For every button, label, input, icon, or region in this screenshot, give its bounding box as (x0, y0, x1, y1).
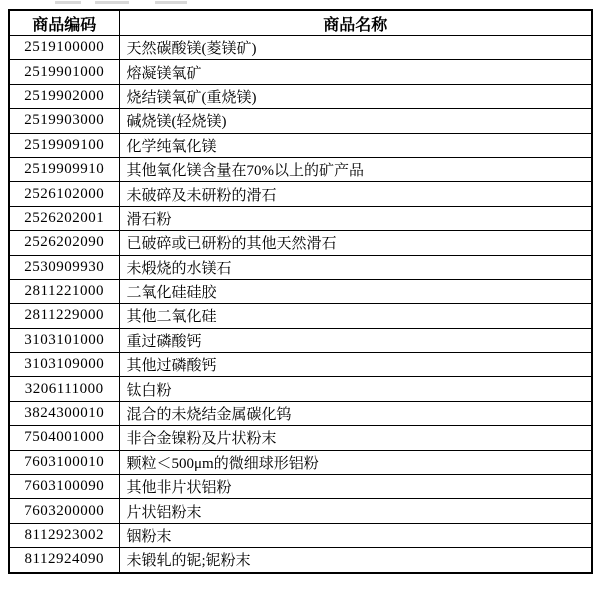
code-cell: 7603100010 (9, 450, 119, 474)
table-row (9, 133, 592, 157)
name-cell: 未破碎及未研粉的滑石 (119, 182, 592, 206)
table-row (9, 499, 592, 523)
table-row (9, 231, 592, 255)
code-cell: 3103101000 (9, 328, 119, 352)
code-cell: 3206111000 (9, 377, 119, 401)
table-row (9, 304, 592, 328)
code-cell: 2811221000 (9, 279, 119, 303)
name-cell: 滑石粉 (119, 206, 592, 230)
table-row (9, 109, 592, 133)
table-row (9, 523, 592, 547)
name-cell: 已破碎或已研粉的其他天然滑石 (119, 231, 592, 255)
name-cell: 片状铝粉末 (119, 499, 592, 523)
table-row (9, 60, 592, 84)
code-cell: 2519100000 (9, 36, 119, 60)
name-cell: 其他过磷酸钙 (119, 353, 592, 377)
table-row (9, 84, 592, 108)
code-cell: 2519909910 (9, 157, 119, 181)
table-row (9, 182, 592, 206)
table-row (9, 450, 592, 474)
name-cell: 颗粒＜500μm的微细球形铝粉 (119, 450, 592, 474)
table-row (9, 548, 592, 573)
name-cell: 天然碳酸镁(菱镁矿) (119, 36, 592, 60)
code-cell: 2519901000 (9, 60, 119, 84)
code-cell: 2530909930 (9, 255, 119, 279)
name-cell: 铟粉末 (119, 523, 592, 547)
name-cell: 钛白粉 (119, 377, 592, 401)
commodity-table (8, 9, 593, 574)
code-cell: 2526102000 (9, 182, 119, 206)
name-cell: 未锻轧的铌;铌粉末 (119, 548, 592, 573)
table-row (9, 353, 592, 377)
name-cell: 二氧化硅硅胶 (119, 279, 592, 303)
code-cell: 2519909100 (9, 133, 119, 157)
clipped-text-artifact (95, 1, 129, 4)
name-cell: 未煅烧的水镁石 (119, 255, 592, 279)
code-cell: 7603200000 (9, 499, 119, 523)
name-cell: 其他二氧化硅 (119, 304, 592, 328)
code-cell: 3103109000 (9, 353, 119, 377)
table-row (9, 279, 592, 303)
table-header-row (9, 10, 592, 36)
name-cell: 化学纯氧化镁 (119, 133, 592, 157)
name-cell: 熔凝镁氧矿 (119, 60, 592, 84)
code-cell: 2519902000 (9, 84, 119, 108)
code-cell: 3824300010 (9, 401, 119, 425)
code-cell: 7603100090 (9, 475, 119, 499)
name-cell: 混合的未烧结金属碳化钨 (119, 401, 592, 425)
table-row (9, 377, 592, 401)
code-cell: 8112923002 (9, 523, 119, 547)
column-header-code: 商品编码 (9, 10, 119, 36)
clipped-text-artifact (55, 1, 81, 4)
table-row (9, 426, 592, 450)
name-cell: 重过磷酸钙 (119, 328, 592, 352)
code-cell: 2519903000 (9, 109, 119, 133)
table-row (9, 157, 592, 181)
table-row (9, 36, 592, 60)
name-cell: 其他非片状铝粉 (119, 475, 592, 499)
clipped-text-artifact (155, 1, 187, 4)
code-cell: 8112924090 (9, 548, 119, 573)
name-cell: 非合金镍粉及片状粉末 (119, 426, 592, 450)
table-row (9, 206, 592, 230)
name-cell: 碱烧镁(轻烧镁) (119, 109, 592, 133)
code-cell: 7504001000 (9, 426, 119, 450)
code-cell: 2526202001 (9, 206, 119, 230)
name-cell: 烧结镁氧矿(重烧镁) (119, 84, 592, 108)
code-cell: 2526202090 (9, 231, 119, 255)
column-header-name: 商品名称 (119, 10, 592, 36)
name-cell: 其他氧化镁含量在70%以上的矿产品 (119, 157, 592, 181)
table-row (9, 328, 592, 352)
code-cell: 2811229000 (9, 304, 119, 328)
table-row (9, 475, 592, 499)
table-row (9, 255, 592, 279)
table-row (9, 401, 592, 425)
table-body (9, 36, 592, 573)
